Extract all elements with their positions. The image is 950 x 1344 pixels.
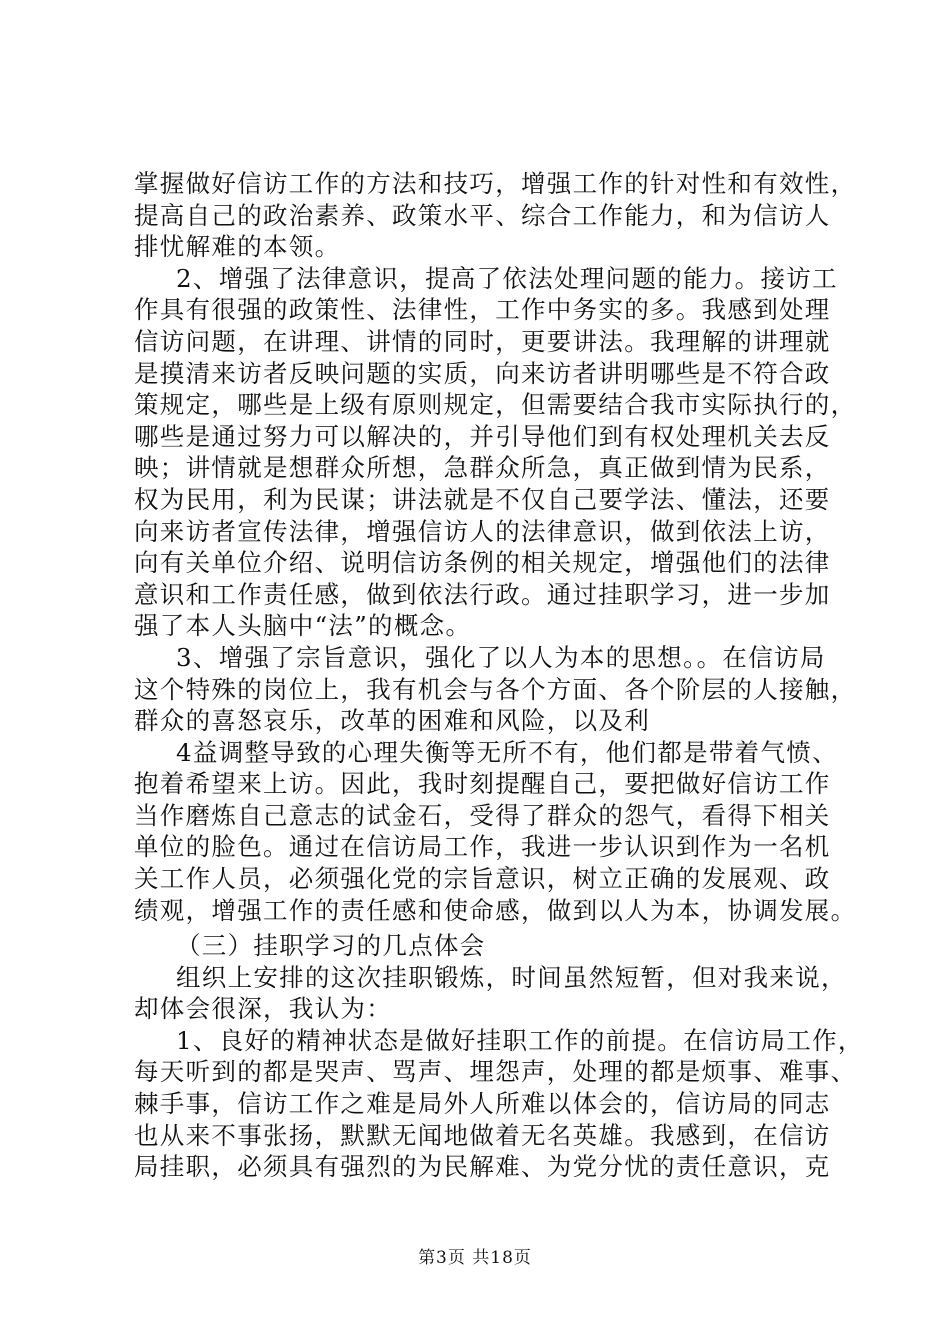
text-line: 抱着希望来上访。因此，我时刻提醒自己，要把做好信访工作 xyxy=(134,769,831,799)
text-line: 哪些是通过努力可以解决的，并引导他们到有权处理机关去反 xyxy=(134,421,831,451)
text-line: 强了本人头脑中“法”的概念。 xyxy=(134,611,472,641)
text-line: 当作磨炼自己意志的试金石，受得了群众的怨气，看得下相关 xyxy=(134,800,831,830)
text-line: 单位的脸色。通过在信访局工作，我进一步认识到作为一名机 xyxy=(134,832,831,862)
text-line: 4益调整导致的心理失衡等无所不有，他们都是带着气愤、 xyxy=(176,737,838,767)
text-line: 2、增强了法律意识，提高了依法处理问题的能力。接访工 xyxy=(176,263,838,293)
text-line: 棘手事，信访工作之难是局外人所难以体会的，信访局的同志 xyxy=(134,1088,831,1118)
text-line: 权为民用，利为民谋；讲法就是不仅自己要学法、懂法，还要 xyxy=(134,484,831,514)
text-line: 关工作人员，必须强化党的宗旨意识，树立正确的发展观、政 xyxy=(134,864,831,894)
body-text-part2 xyxy=(134,930,864,1183)
text-line: 每天听到的都是哭声、骂声、埋怨声，处理的都是烦事、难事、 xyxy=(134,1057,857,1087)
text-line: 映；讲情就是想群众所想，急群众所急，真正做到情为民系， xyxy=(134,453,831,483)
page-number: 第3页 共18页 xyxy=(418,1248,532,1268)
text-line: 提高自己的政治素养、政策水平、综合工作能力，和为信访人 xyxy=(134,200,831,230)
text-line: 也从来不事张扬，默默无闻地做着无名英雄。我感到，在信访 xyxy=(134,1120,831,1150)
page-footer xyxy=(0,1243,950,1268)
text-line: 策规定，哪些是上级有原则规定，但需要结合我市实际执行的， xyxy=(134,390,857,420)
text-line: 绩观，增强工作的责任感和使命感，做到以人为本，协调发展。 xyxy=(134,895,857,925)
text-line: 1、良好的精神状态是做好挂职工作的前提。在信访局工作， xyxy=(176,1025,864,1055)
text-line: 信访问题，在讲理、讲情的同时，更要讲法。我理解的讲理就 xyxy=(134,326,831,356)
text-line: 3、增强了宗旨意识，强化了以人为本的思想。。在信访局 xyxy=(176,642,826,672)
text-line: 排忧解难的本领。 xyxy=(134,232,341,262)
text-line: 作具有很强的政策性、法律性，工作中务实的多。我感到处理 xyxy=(134,295,831,325)
body-text-part1 xyxy=(134,168,857,926)
text-line: 群众的喜怒哀乐，改革的困难和风险，以及利 xyxy=(134,706,650,736)
text-line: 向有关单位介绍、说明信访条例的相关规定，增强他们的法律 xyxy=(134,548,831,578)
text-line: 意识和工作责任感，做到依法行政。通过挂职学习，进一步加 xyxy=(134,579,831,609)
text-line: 局挂职，必须具有强烈的为民解难、为党分忧的责任意识，克 xyxy=(134,1152,831,1182)
text-line: 掌握做好信访工作的方法和技巧，增强工作的针对性和有效性， xyxy=(134,169,857,198)
text-line: 向来访者宣传法律，增强信访人的法律意识，做到依法上访， xyxy=(134,516,831,546)
section-heading: （三）挂职学习的几点体会 xyxy=(176,931,486,960)
text-line: 这个特殊的岗位上，我有机会与各个方面、各个阶层的人接触， xyxy=(134,674,857,704)
text-line: 却体会很深，我认为： xyxy=(134,994,392,1024)
text-line: 是摸清来访者反映问题的实质，向来访者讲明哪些是不符合政 xyxy=(134,358,831,388)
text-line: 组织上安排的这次挂职锻炼，时间虽然短暂，但对我来说， xyxy=(176,962,847,992)
